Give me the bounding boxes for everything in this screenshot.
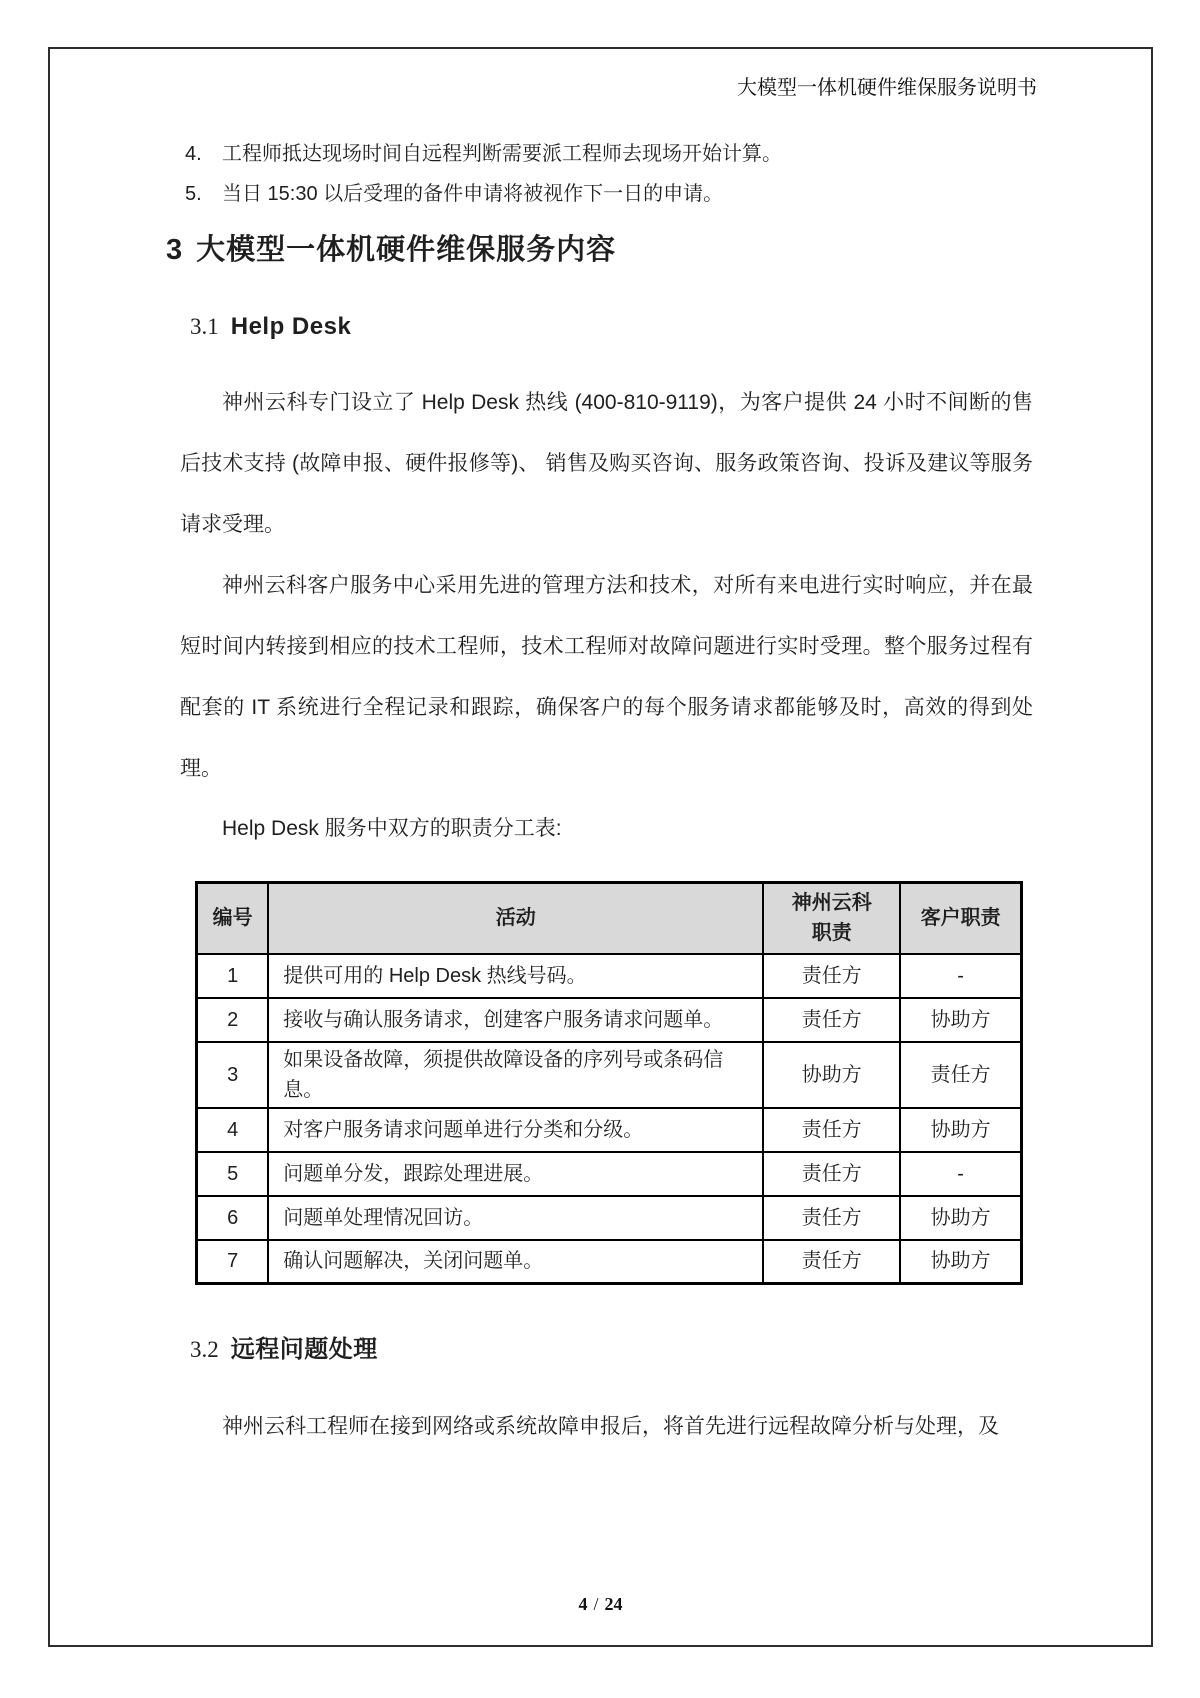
cell-customer-duty: 协助方 bbox=[900, 1240, 1021, 1284]
table-row bbox=[197, 1042, 1022, 1108]
section-3-1-number: 3.1 bbox=[190, 314, 219, 339]
numbered-list bbox=[50, 134, 1151, 214]
footer-total-pages: 24 bbox=[604, 1594, 623, 1614]
list-item-text: 当日 15:30 以后受理的备件申请将被视作下一日的申请。 bbox=[222, 183, 724, 205]
cell-no: 5 bbox=[197, 1152, 269, 1196]
paragraph: 神州云科工程师在接到网络或系统故障申报后，将首先进行远程故障分析与处理，及 bbox=[222, 1415, 999, 1438]
cell-dc-duty: 责任方 bbox=[763, 1108, 900, 1152]
list-item-number: 5. bbox=[185, 183, 202, 205]
section-3-heading bbox=[50, 230, 1151, 270]
cell-activity: 接收与确认服务请求，创建客户服务请求问题单。 bbox=[268, 998, 763, 1042]
paragraph: 神州云科专门设立了 Help Desk 热线 (400-810-9119)，为客户提供 24 小时不间断的售后技术支持 (故障申报、硬件报修等)、 销售及购买咨询、服务政策咨询、投诉及建议等服务请求受理。 bbox=[180, 391, 1033, 536]
cell-activity: 问题单处理情况回访。 bbox=[268, 1196, 763, 1240]
cell-dc-duty: 责任方 bbox=[763, 998, 900, 1042]
cell-activity: 对客户服务请求问题单进行分类和分级。 bbox=[268, 1108, 763, 1152]
column-header-activity: 活动 bbox=[268, 883, 763, 954]
section-3-1-heading bbox=[50, 310, 1151, 347]
cell-dc-duty: 协助方 bbox=[763, 1042, 900, 1108]
cell-no: 1 bbox=[197, 954, 269, 998]
cell-customer-duty: 协助方 bbox=[900, 1108, 1021, 1152]
cell-no: 6 bbox=[197, 1196, 269, 1240]
cell-activity: 问题单分发，跟踪处理进展。 bbox=[268, 1152, 763, 1196]
footer-page-number: 4 bbox=[578, 1594, 588, 1614]
section-3-1-title: Help Desk bbox=[230, 313, 352, 340]
column-header-customer-duty: 客户职责 bbox=[900, 883, 1021, 954]
section-3-1-body bbox=[50, 372, 1151, 859]
page-footer bbox=[50, 1594, 1151, 1615]
cell-dc-duty: 责任方 bbox=[763, 954, 900, 998]
table-row bbox=[197, 1196, 1022, 1240]
table-row bbox=[197, 1108, 1022, 1152]
footer-separator: / bbox=[593, 1594, 599, 1614]
table-row bbox=[197, 998, 1022, 1042]
list-item-text: 工程师抵达现场时间自远程判断需要派工程师去现场开始计算。 bbox=[222, 143, 782, 165]
cell-dc-duty: 责任方 bbox=[763, 1196, 900, 1240]
cell-customer-duty: - bbox=[900, 1152, 1021, 1196]
section-3-2-heading bbox=[50, 1333, 1151, 1370]
cell-dc-duty: 责任方 bbox=[763, 1152, 900, 1196]
table-header-row bbox=[197, 883, 1022, 954]
cell-activity: 提供可用的 Help Desk 热线号码。 bbox=[268, 954, 763, 998]
table-head bbox=[197, 883, 1022, 954]
cell-no: 7 bbox=[197, 1240, 269, 1284]
table-body bbox=[197, 954, 1022, 1284]
cell-dc-duty: 责任方 bbox=[763, 1240, 900, 1284]
cell-customer-duty: 责任方 bbox=[900, 1042, 1021, 1108]
section-3-2-title: 远程问题处理 bbox=[230, 1336, 378, 1363]
cell-no: 2 bbox=[197, 998, 269, 1042]
table-row bbox=[197, 1240, 1022, 1284]
list-item bbox=[185, 134, 1151, 174]
table-intro-line: Help Desk 服务中双方的职责分工表: bbox=[222, 817, 562, 840]
column-header-no: 编号 bbox=[197, 883, 269, 954]
list-item bbox=[185, 174, 1151, 214]
cell-customer-duty: - bbox=[900, 954, 1021, 998]
column-header-dc-duty: 神州云科 职责 bbox=[763, 883, 900, 954]
section-3-2-body bbox=[50, 1396, 1151, 1457]
list-item-number: 4. bbox=[185, 143, 202, 165]
page-border-frame bbox=[48, 47, 1153, 1647]
help-desk-duty-table bbox=[195, 881, 1023, 1285]
cell-no: 3 bbox=[197, 1042, 269, 1108]
section-3-2-number: 3.2 bbox=[190, 1337, 219, 1362]
paragraph: 神州云科客户服务中心采用先进的管理方法和技术，对所有来电进行实时响应，并在最短时间内转接到相应的技术工程师，技术工程师对故障问题进行实时受理。整个服务过程有配套的 IT 系统进行全程记录和跟踪，确保客户的每个服务请求都能够及时，高效的得到处理。 bbox=[180, 574, 1033, 780]
section-3-title: 大模型一体机硬件维保服务内容 bbox=[196, 234, 617, 266]
cell-no: 4 bbox=[197, 1108, 269, 1152]
section-3-number: 3 bbox=[166, 234, 183, 266]
cell-activity: 如果设备故障，须提供故障设备的序列号或条码信息。 bbox=[268, 1042, 763, 1108]
table-row bbox=[197, 954, 1022, 998]
cell-activity: 确认问题解决，关闭问题单。 bbox=[268, 1240, 763, 1284]
cell-customer-duty: 协助方 bbox=[900, 1196, 1021, 1240]
table-row bbox=[197, 1152, 1022, 1196]
document-header-title: 大模型一体机硬件维保服务说明书 bbox=[737, 77, 1037, 99]
cell-customer-duty: 协助方 bbox=[900, 998, 1021, 1042]
